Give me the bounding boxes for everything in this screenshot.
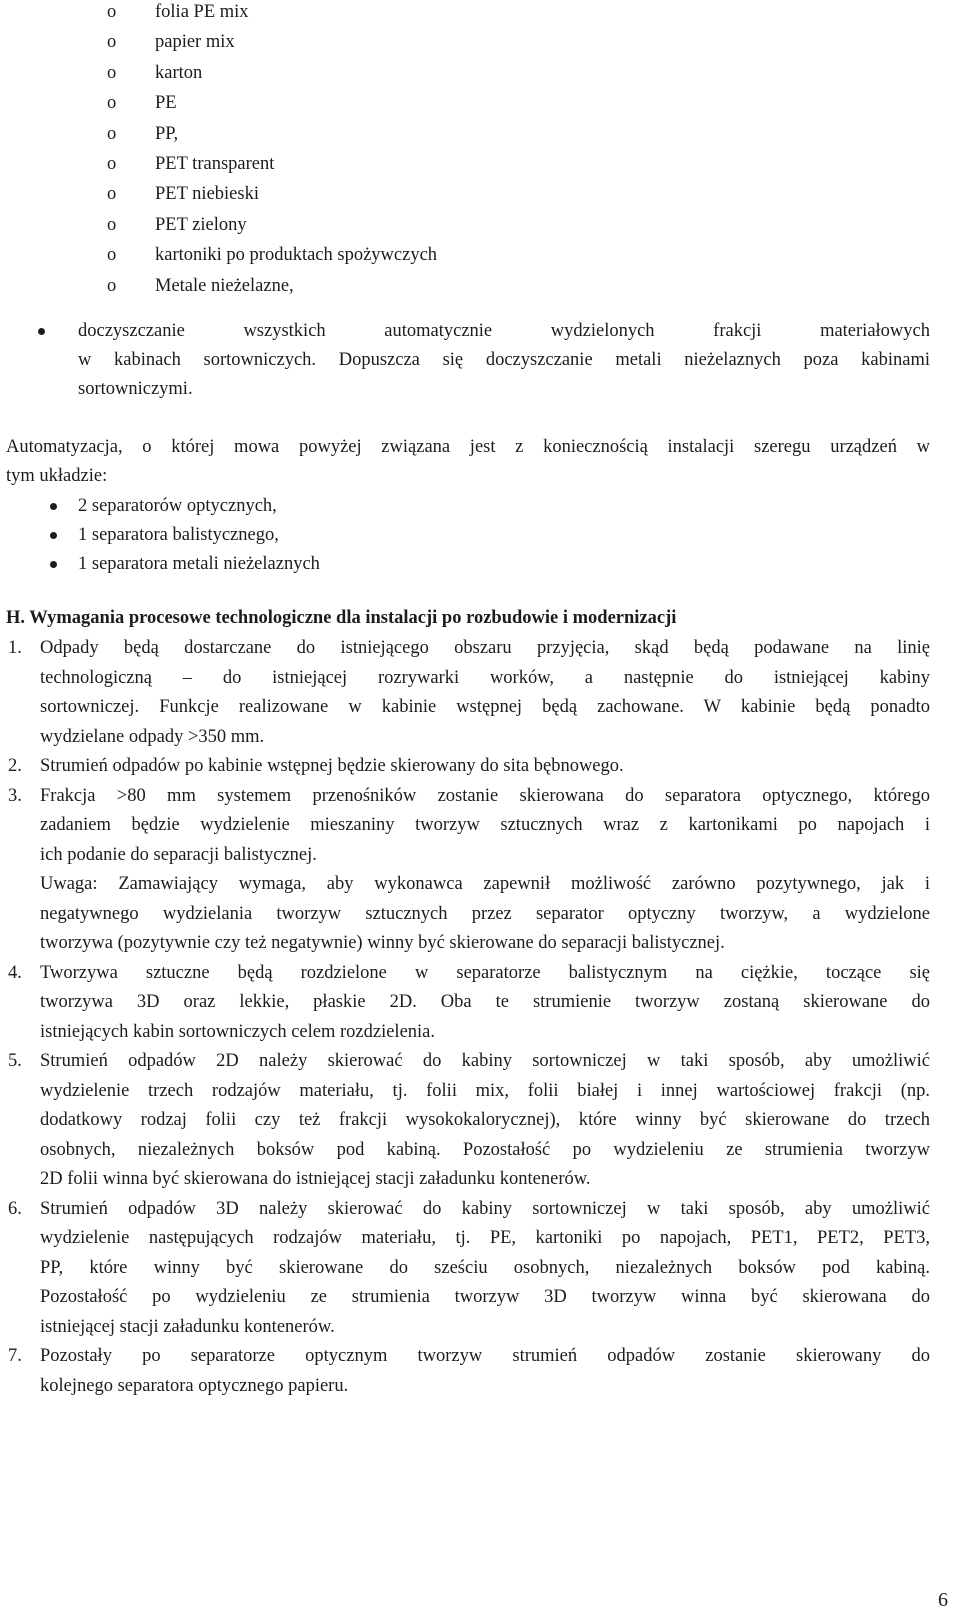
paragraph-line: w kabinach sortowniczych. Dopuszcza się doczyszczanie metali nieżelaznych poza kabinami — [78, 350, 930, 370]
paragraph-line: Frakcja >80 mm systemem przenośników zostanie skierowana do separatora optycznego, którego — [40, 786, 930, 806]
paragraph-line: Pozostałość po wydzieleniu ze strumienia tworzyw 3D tworzyw winna być skierowana do — [40, 1287, 930, 1307]
bullet-dot — [50, 561, 57, 568]
list-item: 1 separatora balistycznego, — [78, 525, 279, 545]
bullet-dot — [50, 532, 57, 539]
point-number: 6. — [8, 1199, 22, 1219]
paragraph-line: tworzywa (pozytywnie czy też negatywnie) winny być skierowane do separacji balistycznej. — [40, 933, 725, 953]
list-marker: o — [107, 184, 117, 205]
list-item: o kartoniki po produktach spożywczych — [0, 240, 960, 270]
list-item: o PET transparent — [0, 149, 960, 179]
paragraph-line: doczyszczanie wszystkich automatycznie wydzielonych frakcji materiałowych — [78, 321, 930, 341]
list-marker: o — [107, 123, 117, 144]
paragraph-line: Strumień odpadów po kabinie wstępnej będzie skierowany do sita bębnowego. — [40, 756, 624, 776]
list-item: o PP, — [0, 119, 960, 149]
paragraph-line: istniejącej stacji załadunku kontenerów. — [40, 1317, 335, 1337]
list-item: o folia PE mix — [0, 0, 960, 27]
paragraph-line: ich podanie do separacji balistycznej. — [40, 845, 317, 865]
paragraph-line: Odpady będą dostarczane do istniejącego obszaru przyjęcia, skąd będą podawane na linię — [40, 638, 930, 658]
paragraph-line: sortowniczej. Funkcje realizowane w kabinie wstępnej będą zachowane. W kabinie będą ponadto — [40, 697, 930, 717]
bullet-dot — [38, 328, 45, 335]
list-marker: o — [107, 214, 117, 235]
material-sublist — [0, 0, 960, 301]
point-number: 5. — [8, 1051, 22, 1071]
paragraph-line: dodatkowy rodzaj folii czy też frakcji wysokokalorycznej), które winny być skierowane do trzech — [40, 1110, 930, 1130]
list-marker: o — [107, 153, 117, 174]
paragraph-line: osobnych, niezależnych boksów pod kabiną. Pozostałość po wydzieleniu ze strumienia tworzyw — [40, 1140, 930, 1160]
list-item: o PET niebieski — [0, 179, 960, 209]
paragraph-line: wydzielenie następujących rodzajów materiału, tj. PE, kartoniki po napojach, PET1, PET2, PET3, — [40, 1228, 930, 1248]
paragraph-line: technologiczną – do istniejącej rozrywarki worków, a następnie do istniejącej kabiny — [40, 668, 930, 688]
paragraph-line: tworzywa 3D oraz lekkie, płaskie 2D. Oba te strumienie tworzyw zostaną skierowane do — [40, 992, 930, 1012]
page-number: 6 — [938, 1589, 948, 1611]
point-number: 2. — [8, 756, 22, 776]
paragraph-line: kolejnego separatora optycznego papieru. — [40, 1376, 349, 1396]
point-number: 3. — [8, 786, 22, 806]
list-item: o papier mix — [0, 27, 960, 57]
list-item: o PE — [0, 88, 960, 118]
paragraph-line: wydzielenie trzech rodzajów materiału, tj. folii mix, folii białej i innej wartościowej frakcji (np. — [40, 1081, 930, 1101]
list-item: o PET zielony — [0, 210, 960, 240]
list-marker: o — [107, 275, 117, 296]
point-number: 7. — [8, 1346, 22, 1366]
point-number: 1. — [8, 638, 22, 658]
list-item: 2 separatorów optycznych, — [78, 496, 277, 516]
section-heading: H. Wymagania procesowe technologiczne dla instalacji po rozbudowie i modernizacji — [6, 608, 677, 628]
paragraph-line: Strumień odpadów 2D należy skierować do kabiny sortowniczej w taki sposób, aby umożliwić — [40, 1051, 930, 1071]
paragraph-line: wydzielane odpady >350 mm. — [40, 727, 265, 747]
paragraph-line: negatywnego wydzielania tworzyw sztucznych przez separator optyczny tworzyw, a wydzielone — [40, 904, 930, 924]
list-marker: o — [107, 2, 117, 22]
point-number: 4. — [8, 963, 22, 983]
list-marker: o — [107, 93, 117, 114]
paragraph-line: zadaniem będzie wydzielenie mieszaniny tworzyw sztucznych wraz z kartonikami po napojach i — [40, 815, 930, 835]
list-item: o Metale nieżelazne, — [0, 271, 960, 301]
bullet-dot — [50, 503, 57, 510]
list-marker: o — [107, 32, 117, 53]
paragraph-line: Tworzywa sztuczne będą rozdzielone w separatorze balistycznym na ciężkie, toczące się — [40, 963, 930, 983]
list-item: o karton — [0, 58, 960, 88]
paragraph-line: PP, które winny być skierowane do sześciu osobnych, niezależnych boksów pod kabiną. — [40, 1258, 930, 1278]
paragraph-line: tym układzie: — [6, 466, 108, 486]
paragraph-line: Strumień odpadów 3D należy skierować do kabiny sortowniczej w taki sposób, aby umożliwić — [40, 1199, 930, 1219]
list-item: 1 separatora metali nieżelaznych — [78, 554, 320, 574]
paragraph-line: Pozostały po separatorze optycznym tworzyw strumień odpadów zostanie skierowany do — [40, 1346, 930, 1366]
list-marker: o — [107, 245, 117, 266]
paragraph-line: Automatyzacja, o której mowa powyżej związana jest z koniecznością instalacji szeregu urządzeń w — [6, 437, 930, 457]
paragraph-line: sortowniczymi. — [78, 379, 193, 399]
list-marker: o — [107, 62, 117, 83]
paragraph-line: Uwaga: Zamawiający wymaga, aby wykonawca zapewnił możliwość zarówno pozytywnego, jak i — [40, 874, 930, 894]
paragraph-line: istniejących kabin sortowniczych celem rozdzielenia. — [40, 1022, 436, 1042]
paragraph-line: 2D folii winna być skierowana do istniejącej stacji załadunku kontenerów. — [40, 1169, 591, 1189]
